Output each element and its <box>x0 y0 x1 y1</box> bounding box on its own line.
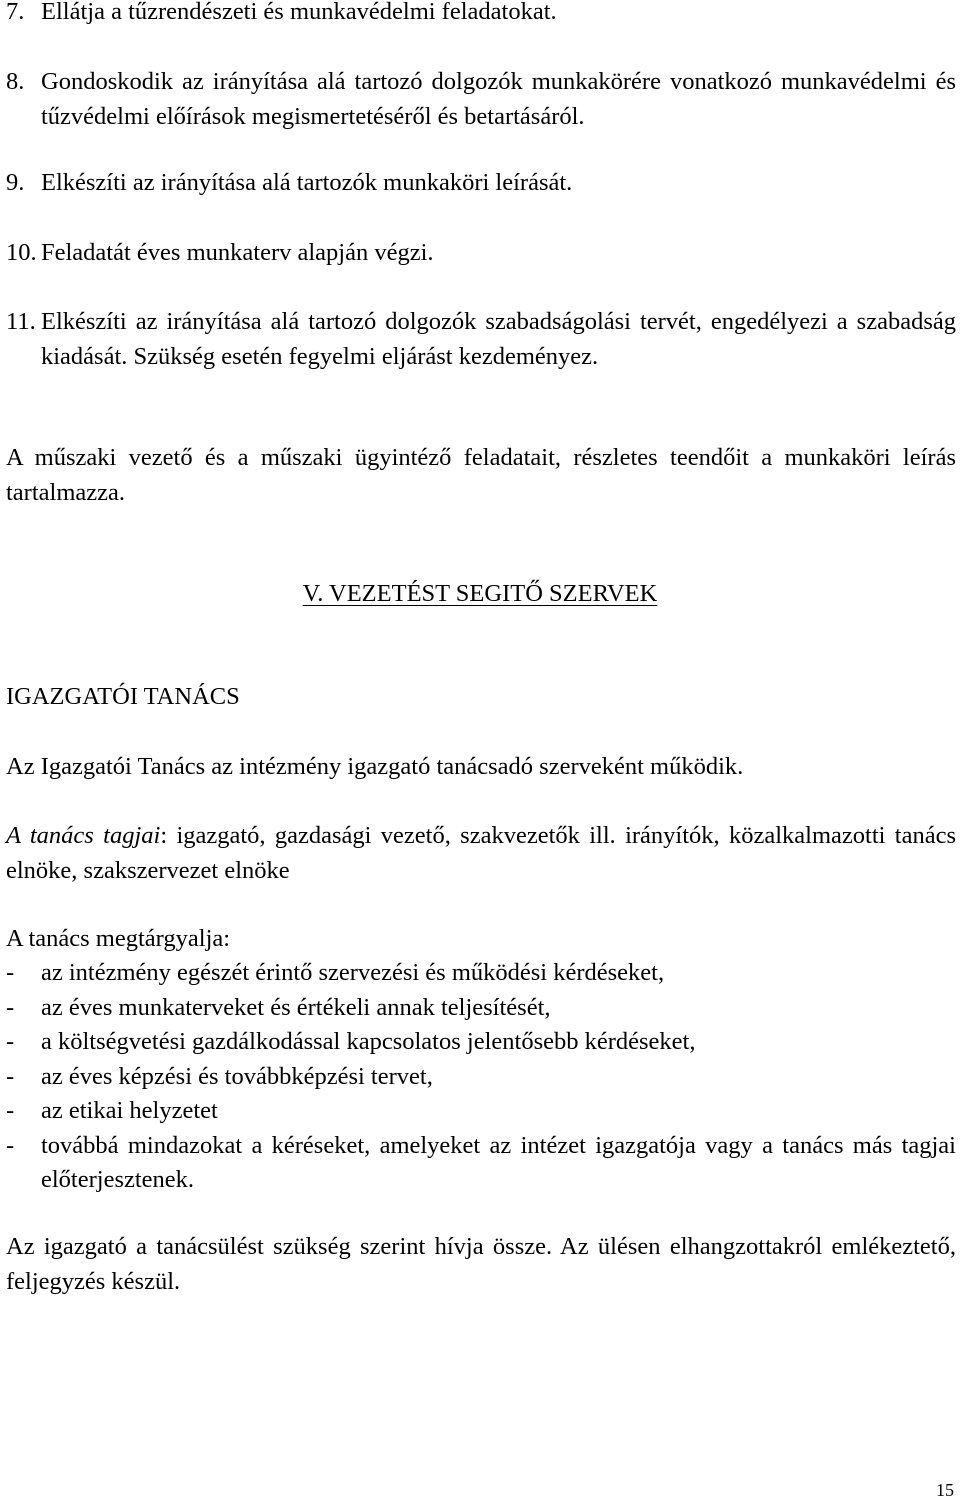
list-item <box>6 1129 956 1198</box>
item-text: Elkészíti az irányítása alá tartozó dolgozók szabadságolási tervét, engedélyezi a szabadság kiadását. Szükség esetén fegyelmi eljárást kezdeményez. <box>41 308 956 370</box>
subheading: IGAZGATÓI TANÁCS <box>6 683 240 710</box>
dash-item-text: a költségvetési gazdálkodással kapcsolatos jelentősebb kérdéseket, <box>41 1028 696 1055</box>
list-item <box>6 236 956 271</box>
paragraph-tasks: A műszaki vezető és a műszaki ügyintéző feladatait, részletes teendőit a munkaköri leírás tartalmazza. <box>6 444 956 506</box>
item-number: 7. <box>6 0 25 25</box>
list-item <box>6 1094 956 1129</box>
paragraph-board: Az Igazgatói Tanács az intézmény igazgató tanácsadó szerveként működik. <box>6 753 744 780</box>
list-item <box>6 1025 956 1060</box>
item-text: Feladatát éves munkaterv alapján végzi. <box>41 239 434 266</box>
dash-mark: - <box>6 1097 15 1124</box>
item-text: Ellátja a tűzrendészeti és munkavédelmi feladatokat. <box>41 0 557 25</box>
dash-mark: - <box>6 959 15 986</box>
item-text: Elkészíti az irányítása alá tartozók munkaköri leírását. <box>41 169 573 196</box>
item-number: 11. <box>6 308 36 335</box>
section-title: V. VEZETÉST SEGITŐ SZERVEK <box>302 580 658 607</box>
dash-mark: - <box>6 1131 15 1159</box>
dash-item-text: továbbá mindazokat a kéréseket, amelyeket az intézet igazgatója vagy a tanács más tagjai előterjesztenek. <box>41 1131 956 1193</box>
dash-mark: - <box>6 993 15 1021</box>
dash-mark: - <box>6 1062 15 1090</box>
paragraph-meeting: Az igazgató a tanácsülést szükség szerint hívja össze. Az ülésen elhangzottakról emlékeztető, feljegyzés készül. <box>6 1233 956 1295</box>
list-item <box>6 305 956 374</box>
page-number: 15 <box>936 1480 954 1500</box>
item-number: 8. <box>6 68 25 95</box>
item-number: 10. <box>6 239 37 266</box>
list-item <box>6 956 956 991</box>
dash-item-text: az intézmény egészét érintő szervezési és működési kérdéseket, <box>41 959 665 986</box>
list-item <box>6 166 956 201</box>
discusses-intro: A tanács megtárgyalja: <box>6 925 231 952</box>
list-item <box>6 0 956 30</box>
list-item <box>6 991 956 1026</box>
paragraph-members <box>6 819 956 888</box>
item-number: 9. <box>6 169 25 196</box>
dash-list <box>6 956 956 1198</box>
dash-mark: - <box>6 1028 15 1055</box>
members-text: : igazgató, gazdasági vezető, szakvezetők ill. irányítók, közalkalmazotti tanács elnöke, szakszervezet elnöke <box>6 822 956 884</box>
list-item <box>6 1060 956 1095</box>
dash-item-text: az éves munkaterveket és értékeli annak teljesítését, <box>41 993 551 1021</box>
dash-item-text: az etikai helyzetet <box>41 1097 218 1124</box>
members-label: A tanács tagjai <box>6 822 161 849</box>
item-text: Gondoskodik az irányítása alá tartozó dolgozók munkakörére vonatkozó munkavédelmi és tűzvédelmi előírások megismertetéséről és betartásáról. <box>41 68 956 130</box>
dash-item-text: az éves képzési és továbbképzési tervet, <box>41 1062 433 1090</box>
list-item <box>6 65 956 134</box>
